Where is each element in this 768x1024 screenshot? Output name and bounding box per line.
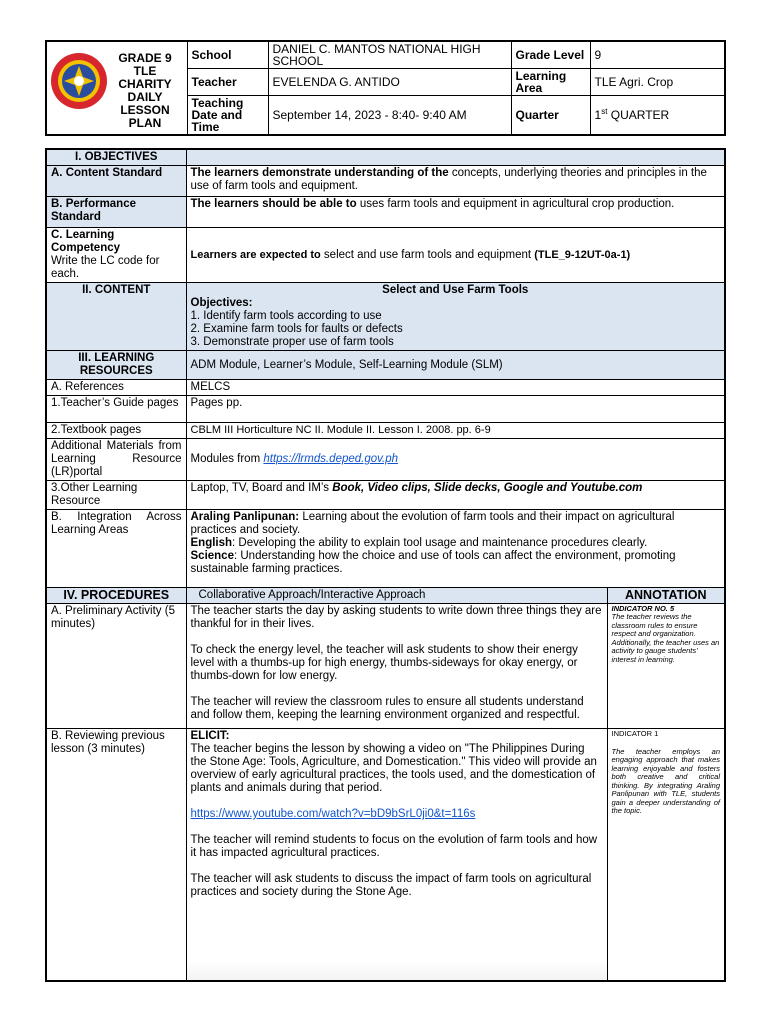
area-label: Learning Area (511, 69, 590, 96)
preliminary-p1: The teacher starts the day by asking students to write down three things they are thankful for in their lives. (190, 605, 602, 630)
learning-resources-value: ADM Module, Learner’s Module, Self-Learning Module (SLM) (186, 351, 725, 380)
other-resource-value: Laptop, TV, Board and IM’s Book, Video clips, Slide decks, Google and Youtube.com (186, 481, 725, 510)
integration-english: English: Developing the ability to explain tool usage and maintenance procedures clearly. (190, 537, 648, 549)
references-value: MELCS (186, 380, 725, 396)
textbook-value: CBLM III Horticulture NC II. Module II. Lesson I. 2008. pp. 6-9 (186, 423, 725, 439)
lesson-plan-table (45, 148, 726, 982)
reviewing-lesson-label: B. Reviewing previous lesson (3 minutes) (46, 729, 186, 981)
learning-competency-label-cell (46, 228, 186, 283)
learning-resources-heading: III. LEARNING RESOURCES (46, 351, 186, 380)
quarter-value: 1st QUARTER (590, 96, 725, 136)
indicator-1-text: The teacher employs an engaging approach that makes learning enjoyable and fosters both creative and critical thinking. By integrating Araling Panlipunan with TLE, students gain a deeper understanding of the topic. (611, 746, 720, 815)
reviewing-p2: The teacher will remind students to focus on the evolution of farm tools and how it has impacted agricultural practices. (190, 834, 598, 859)
teacher-value: EVELENDA G. ANTIDO (268, 69, 511, 96)
reviewing-annotation-cell (607, 729, 725, 981)
grade-value: 9 (590, 41, 725, 69)
teacher-label: Teacher (187, 69, 268, 96)
school-label: School (187, 41, 268, 69)
content-standard-text: The learners demonstrate understanding of the concepts, underlying theories and principles in the use of farm tools and equipment. (186, 166, 725, 197)
preliminary-annotation-cell (607, 604, 725, 729)
date-value: September 14, 2023 - 8:40- 9:40 AM (268, 96, 511, 136)
lesson-plan-title: GRADE 9 TLE CHARITY DAILY LESSON PLAN (118, 51, 172, 130)
learning-competency-note: Write the LC code for each. (51, 255, 160, 280)
content-objective-item: 1. Identify farm tools according to use (190, 310, 382, 322)
grade-label: Grade Level (511, 41, 590, 69)
teachers-guide-label: 1.Teacher’s Guide pages (46, 396, 186, 423)
reviewing-lesson-cell (186, 729, 607, 981)
content-objective-item: 2. Examine farm tools for faults or defects (190, 323, 403, 335)
integration-cell (186, 510, 725, 588)
additional-materials-label: Additional Materials from Learning Resource (LR)portal (46, 439, 186, 481)
preliminary-activity-label: A. Preliminary Activity (5 minutes) (46, 604, 186, 729)
elicit-label: ELICIT: (190, 730, 230, 742)
other-resource-label: 3.Other Learning Resource (46, 481, 186, 510)
additional-materials-value: Modules from https://lrmds.deped.gov.ph (186, 439, 725, 481)
textbook-label: 2.Textbook pages (46, 423, 186, 439)
reviewing-p1: The teacher begins the lesson by showing a video on "The Philippines During the Stone Age: Tools, Agriculture, and Domestication." This video will provide an overview of early agricultural practices, the tools used, and the domestication of plants and animals during that period. (190, 743, 597, 794)
integration-science: Science: Understanding how the choice and use of tools can affect the environment, promoting sustainable farming practices. (190, 550, 676, 575)
learning-competency-label: C. Learning Competency (51, 229, 121, 254)
references-label: A. References (46, 380, 186, 396)
header-table (45, 40, 726, 136)
preliminary-p3: The teacher will review the classroom rules to ensure all students understand and follow them, keeping the learning environment organized and respectful. (190, 696, 584, 721)
youtube-link[interactable]: https://www.youtube.com/watch?v=bD9bSrL0ji0&t=116s (190, 808, 476, 820)
content-heading: II. CONTENT (46, 283, 186, 351)
indicator-5-title: INDICATOR NO. 5 (611, 604, 675, 613)
approach-label: Collaborative Approach/Interactive Approach (186, 588, 607, 604)
content-standard-label: A. Content Standard (46, 166, 186, 197)
indicator-1-title: INDICATOR 1 (611, 729, 659, 738)
learning-competency-text: Learners are expected to select and use farm tools and equipment (TLE_9-12UT-0a-1) (186, 228, 725, 283)
content-cell (186, 283, 725, 351)
school-value: DANIEL C. MANTOS NATIONAL HIGH SCHOOL (268, 41, 511, 69)
performance-standard-text: The learners should be able to uses farm tools and equipment in agricultural crop production. (186, 197, 725, 228)
integration-label: B. Integration Across Learning Areas (46, 510, 186, 588)
quarter-label: Quarter (511, 96, 590, 136)
lrmds-link[interactable]: https://lrmds.deped.gov.ph (263, 453, 399, 465)
annotation-heading: ANNOTATION (607, 588, 725, 604)
procedures-heading: IV. PROCEDURES (46, 588, 186, 604)
objectives-heading: I. OBJECTIVES (46, 149, 186, 166)
teachers-guide-value: Pages pp. (186, 396, 725, 423)
performance-standard-label: B. Performance Standard (46, 197, 186, 228)
content-objectives-label: Objectives: (190, 297, 253, 309)
reviewing-p3: The teacher will ask students to discuss the impact of farm tools on agricultural practices and society during the Stone Age. (190, 873, 592, 898)
area-value: TLE Agri. Crop (590, 69, 725, 96)
content-objective-item: 3. Demonstrate proper use of farm tools (190, 336, 394, 348)
preliminary-activity-cell (186, 604, 607, 729)
indicator-5-text: The teacher reviews the classroom rules to ensure respect and organization. Additionally, the teacher uses an activity to gauge students' interest in learning. (611, 612, 720, 664)
date-label: Teaching Date and Time (187, 96, 268, 136)
preliminary-p2: To check the energy level, the teacher will ask students to show their energy level with a thumbs-up for high energy, thumbs-sideways for okay energy, or thumbs-down for low energy. (190, 644, 578, 682)
integration-ap: Araling Panlipunan: Learning about the evolution of farm tools and their impact on agricultural practices and society. (190, 511, 675, 536)
header-logo-cell (46, 41, 187, 135)
content-title: Select and Use Farm Tools (382, 284, 529, 296)
